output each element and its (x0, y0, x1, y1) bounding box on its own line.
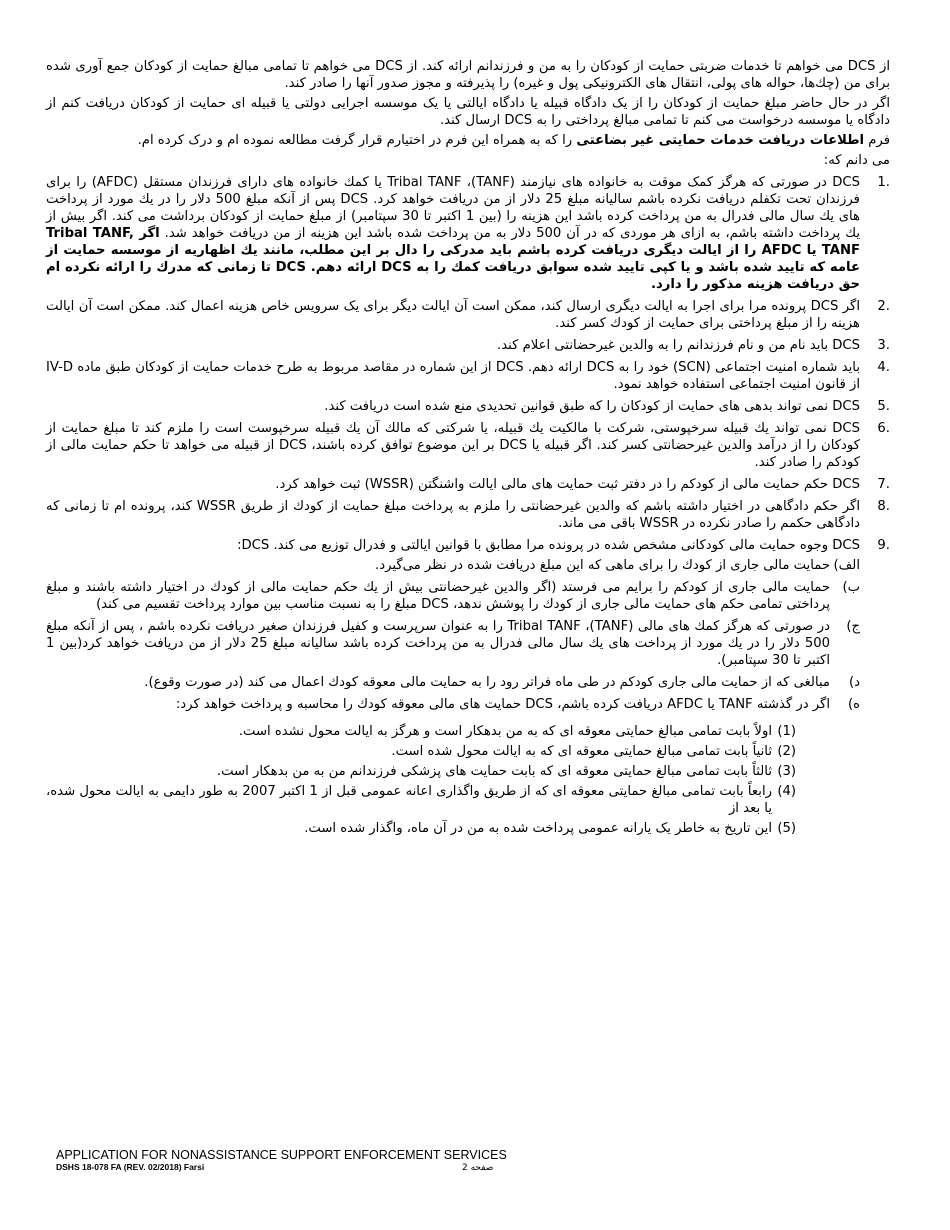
item-text: اگر حکم دادگاهی در اختیار داشته باشم که والدین غیرحضانتی را ملزم به پرداخت مبلغ حمایت از کودك از طریق WSSR کند، پرونده ام تا زمانی که دادگاهی حکمم را صادر نکرده در WSSR باقی می ماند. (46, 499, 861, 531)
sub-item (46, 674, 860, 691)
sub-sub-text: ثانیاً بابت تمامی مبالغ حمایتی معوقه ای که به ایالت محول شده است. (391, 744, 772, 759)
item-number: 9. (877, 538, 890, 553)
item-number: 7. (877, 477, 890, 492)
intro-paragraph: از DCS می خواهم تا خدمات ضربتی حمایت از کودکان را به من و فرزندانم ارائه کند. از DCS می خواهم تا تمامی مبالغ حمایت از کودکان جمع آوری شده برای من (چك‌ها، حواله های پولی، انتقال های الکترونیکی پول و غیره) را پذیرفته و مجوز صدور آنها را صادر کند. (46, 59, 890, 91)
terms-list (46, 174, 890, 718)
sub-item (46, 696, 860, 713)
page-number: صفحه 2 (462, 1163, 494, 1173)
list-item (46, 337, 890, 354)
sub-item-text: مبالغی که از حمایت مالی جاری کودکم در طی ماه فراتر رود را به حمایت مالی معوقه کودك اعمال می کند (در صورت وقوع). (144, 675, 830, 690)
sub-sub-text: ثالثاً بابت تمامی مبالغ حمایتی معوقه ای که بابت حمایت های پزشکی فرزندانم من به من بدهکار است. (216, 764, 772, 779)
list-item (46, 420, 890, 471)
sub-item (46, 618, 860, 669)
form-title: اطلاعات دریافت خدمات حمایتی غیر بضاعتی (576, 133, 865, 148)
item-number: 2. (877, 299, 890, 314)
sub-item-label: ه) (847, 697, 860, 712)
sub-sub-item (46, 743, 890, 760)
sub-item-text: حمایت مالی جاری از کودکم را برایم می فرستد (اگر والدین غیرحضانتی بیش از یك حکم حمایت مالی از کودك در اختیار داشته باشند و مبلغ پرداختی تمامی حکم های حمایت مالی جاری از کودك را پوشش ندهد، DCS مبلغ را به نسبت مناسب بین موارد پرداخت تقسیم می کند) (46, 580, 830, 612)
sub-sub-label: (3) (777, 764, 796, 779)
list-item (46, 498, 890, 532)
document-page (46, 58, 890, 840)
intro-paragraph: اگر در حال حاضر مبلغ حمایت از کودکان را از یک دادگاه قبیله یا دادگاه ایالتی یا یک موسسه اجرایی دولتی یا قبیله ای حمایت از کودکان دریافت کنم از دادگاه یا موسسه درخواست می کنم تا تمامی مبالغ پرداختی را به DCS ارسال کند. (46, 96, 890, 128)
sub-sub-label: (1) (777, 724, 796, 739)
sub-item-text: در صورتی که هرگز کمك های مالی (TANF)، Tribal TANF را به عنوان سرپرست و کفیل فرزندان صغیر دریافت نکرده باشم ، پس از آنکه مبلغ 500 دلار را در یك مورد از پرداخت های یك سال مالی فدرال به من پرداخت کرده باشد سالیانه مبلغ 25 دلار از من دریافت خواهد کرد(بین 1 اکتبر تا 30 سپتامبر). (46, 619, 831, 668)
sub-item-label: ب) (842, 580, 860, 595)
list-item (46, 398, 890, 415)
sub-item (46, 557, 860, 574)
intro-section (46, 58, 890, 149)
sub-sub-item (46, 763, 890, 780)
item-number: 6. (877, 421, 890, 436)
item-number: 3. (877, 338, 890, 353)
item-number: 1. (877, 175, 890, 190)
form-number: DSHS 18-078 FA (REV. 02/2018) Farsi (56, 1162, 205, 1172)
list-item (46, 537, 890, 718)
knows-heading: می دانم که: (823, 153, 890, 168)
sub-sub-label: (2) (777, 744, 796, 759)
footer-title: APPLICATION FOR NONASSISTANCE SUPPORT ENFORCEMENT SERVICES (56, 1148, 507, 1162)
page-footer (56, 1148, 656, 1173)
item-bold-text: اگر Tribal TANF, TANF یا AFDC را از ایالت دیگری دریافت کرده باشم باید مدرکی را دال بر این مطلب، مانند یك اظهاریه از موسسه حمایت از عامه که تایید شده باشد و یا کپی تایید شده سوابق دریافت کمك را به DCS ارائه دهم. DCS تا زمانی که مدرك را ارائه نکرده ام حق دریافت هزینه مذکور را دارد. (46, 226, 860, 292)
item-text: DCS نمی تواند یك قبیله سرخپوستی، شرکت با مالکیت یك قبیله، یا شرکتی که مالك آن یك قبیله سرخپوست است را ملزم کند تا مبلغ حمایت از کودکان را از درآمد والدین غیرحضانتی کسر کند. اگر قبیله یا DCS بر این موضوع توافق کرده باشند، DCS از قبیله می خواهد تا حکم حمایت مالی از کودکم را صادر کند. (46, 421, 860, 470)
item-text: DCS حکم حمایت مالی از کودکم را در دفتر ثبت حمایت های مالی ایالت واشنگتن (WSSR) ثبت خواهد کرد. (275, 477, 860, 492)
item-number: 5. (877, 399, 890, 414)
sub-sub-label: (5) (777, 821, 796, 836)
sub-sub-text: اولاً بابت تمامی مبالغ حمایتی معوقه ای که به من بدهکار است و هرگز به ایالت محول نشده است. (238, 724, 772, 739)
sub-sub-label: (4) (777, 784, 796, 799)
item-text: DCS وجوه حمایت مالی کودکانی مشخص شده در پرونده مرا مطابق با قوانین ایالتی و فدرال توزیع می کند. DCS: الف) حمایت مالی جاری از کودك را برای ماهی که این مبلغ دریافت شده در نظر می‌گیرد. ب) حمایت مالی جاری از کودکم را برایم می فرستد (اگر والدین غیرحضانتی بیش از یك حکم حمایت مالی از کودك در اختیار داشته باشند و مبلغ پرداختی تمامی حکم های حمایت مالی جاری از کودك را پوشش ندهد، DCS مبلغ را به نسبت مناسب بین موارد پرداخت تقسیم می کند) ج) در صورتی که هرگز کمك های مالی (TANF)، Tribal TANF را به عنوان سرپرست و کفیل فرزندان صغیر دریافت نکرده باشم ، پس از آنکه مبلغ 500 دلار را در یك مورد از پرداخت های یك سال مالی فدرال به من پرداخت کرده باشد سالیانه مبلغ 25 دلار از من دریافت خواهد کرد(بین 1 اکتبر تا 30 سپتامبر). د) مبالغی که از حمایت مالی جاری کودکم در طی ماه فراتر رود را به حمایت مالی معوقه کودك اعمال می کند (در صورت وقوع). ه) اگر در گذشته TANF یا AFDC دریافت کرده باشم، DCS حمایت های مالی معوقه کودك را محاسبه و پرداخت خواهد کرد: (46, 538, 860, 712)
sub-sub-list (46, 723, 890, 837)
item-text: باید شماره امنیت اجتماعی (SCN) خود را به DCS ارائه دهم. DCS از این شماره در مقاصد مربوط به طرح خدمات حمایت از کودکان طبق ماده IV-D از قانون امنیت اجتماعی استفاده خواهد نمود. (46, 360, 860, 392)
item-number: 4. (877, 360, 890, 375)
sub-item-label: ج) (846, 619, 860, 634)
item-number: 8. (877, 499, 890, 514)
sub-item-text: حمایت مالی جاری از کودك را برای ماهی که این مبلغ دریافت شده در نظر می‌گیرد. (375, 558, 830, 573)
item-text: اگر DCS پرونده مرا برای اجرا به ایالت دیگری ارسال کند، ممکن است آن ایالت دیگر برای یک سرویس خاص هزینه اعمال کند. ممکن است آن ایالت هزینه را از مبلغ پرداختی برای حمایت از کودك کسر کند. (46, 299, 860, 331)
form-acknowledgement (46, 132, 890, 149)
list-item (46, 359, 890, 393)
list-item (46, 476, 890, 493)
sub-item (46, 579, 860, 613)
item-text: DCS در صورتی که هرگز کمک موقت به خانواده های نیازمند (TANF)، Tribal TANF یا کمك خانواده های دارای فرزندان مستقل (AFDC) را برای فرزندان تحت تکفلم دریافت نکرده باشم سالیانه مبلغ 25 دلار از من دریافت خواهد کرد. DCS پس از آنکه مبلغ 500 دلار را در یك مورد از پرداخت های یك سال مالی فدرال به من پرداخت کرده باشد این هزینه را (بین 1 اکتبر تا 30 سپتامبر) از مبلغ حمایت از کودکان برداشت می کند. اگر بیش از یك پرداخت داشته باشم، به ازای هر موردی که در آن 500 دلار به من پرداخت شده باشد این هزینه از من دریافت خواهد شد. اگر Tribal TANF, TANF یا AFDC را از ایالت دیگری دریافت کرده باشم باید مدرکی را دال بر این مطلب، مانند یك اظهاریه از موسسه حمایت از عامه که تایید شده باشد و یا کپی تایید شده سوابق دریافت کمك را به DCS ارائه دهم. DCS تا زمانی که مدرك را ارائه نکرده ام حق دریافت هزینه مذکور را دارد. (46, 175, 860, 292)
form-line-suffix: را که به همراه این فرم در اختیارم قرار گرفت مطالعه نموده ام و درک کرده ام. (137, 133, 573, 148)
sub-sub-item (46, 723, 890, 740)
sub-sub-item (46, 820, 890, 837)
sub-sub-item (46, 783, 890, 817)
sub-item-label: د) (848, 675, 860, 690)
form-line-prefix: فرم (868, 133, 890, 148)
sub-item-label: الف) (833, 558, 860, 573)
sub-sub-text: رابعاً بابت تمامی مبالغ حمایتی معوقه ای که از طریق واگذاری اعانه عمومی قبل از 1 اکتبر 2007 به طور دایمی به ایالت محول شده، یا بعد از (46, 784, 772, 816)
sub-sub-text: این تاریخ به خاطر یک یارانه عمومی پرداخت شده به من در آن ماه، واگذار شده است. (304, 821, 772, 836)
item-text: DCS نمی تواند بدهی های حمایت از کودکان را که طبق قوانین تحدیدی منع شده است دریافت کند. (324, 399, 860, 414)
list-item (46, 174, 890, 293)
item-text: DCS باید نام من و نام فرزندانم را به والدین غیرحضانتی اعلام کند. (497, 338, 860, 353)
sub-item-text: اگر در گذشته TANF یا AFDC دریافت کرده باشم، DCS حمایت های مالی معوقه کودك را محاسبه و پرداخت خواهد کرد: (175, 697, 830, 712)
list-item (46, 298, 890, 332)
